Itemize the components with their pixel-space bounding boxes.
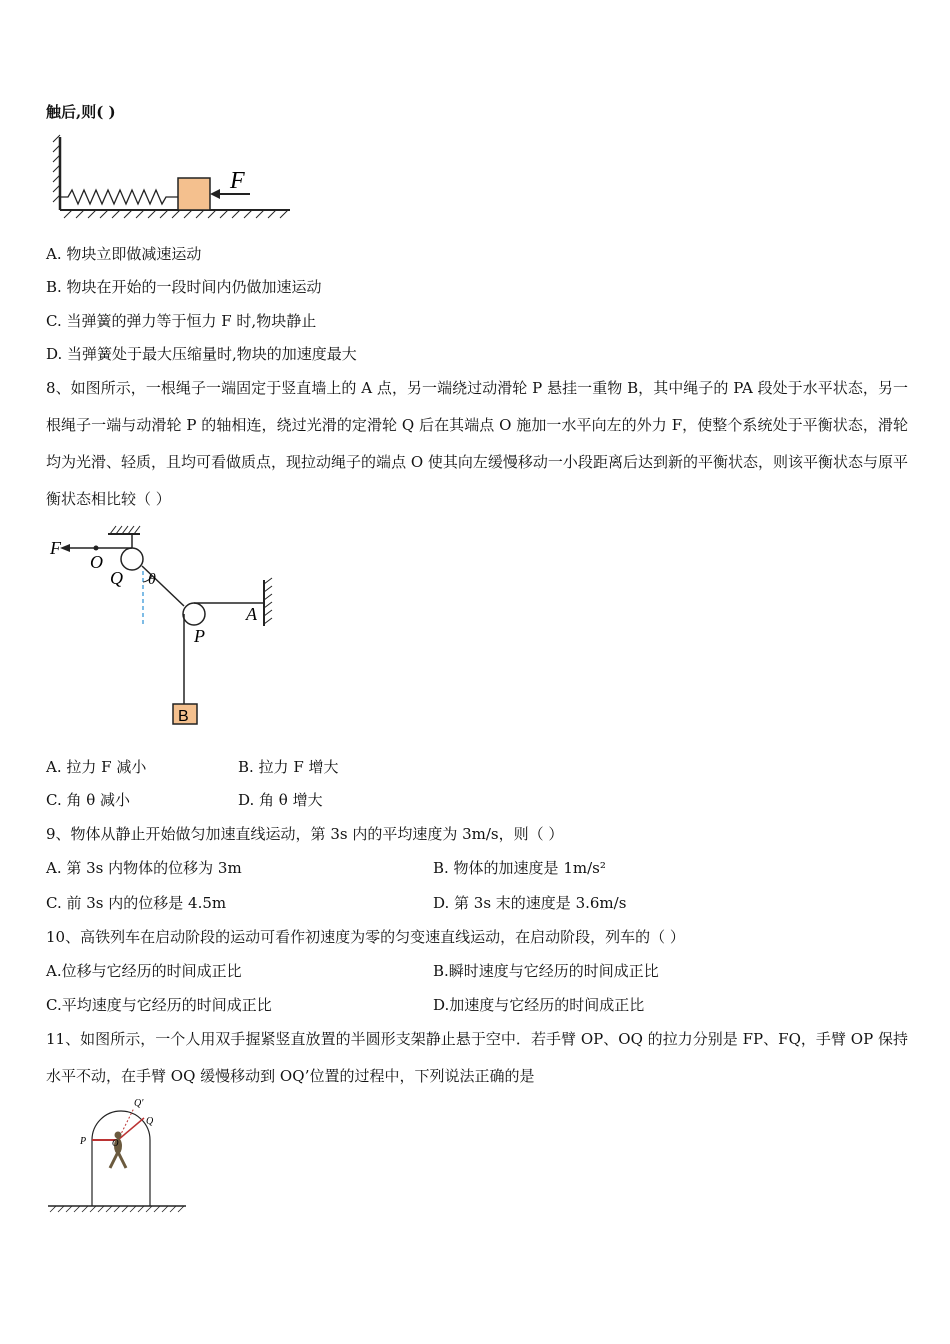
q7-stem-tail: 触后,则( ) <box>46 103 116 121</box>
pulley-q <box>121 548 143 570</box>
q9-option-d: D. 第 3s 末的速度是 3.6m/s <box>433 894 627 912</box>
svg-text:P: P <box>194 626 205 646</box>
q8-option-b: B. 拉力 F 增大 <box>238 758 339 776</box>
q8-option-c: C. 角 θ 减小 <box>46 791 131 809</box>
q8-stem: 8、如图所示，一根绳子一端固定于竖直墙上的 A 点，另一端绕过动滑轮 P 悬挂一重物 B，其中绳子的 PA 段处于水平状态，另一根绳子一端与动滑轮 P 的轴相连，绕过光滑的定滑轮 Q 后在其端点 O 施加一水平向左的外力 F，使整个系统处于平衡状态，滑轮均为光滑、轻质，且均可看做质点，现拉动绳子的端点 O 使其向左缓慢移动一小段距离后达到新的平衡状态，则该平衡状态与原平衡状态相比较（ ） <box>46 379 908 508</box>
q9-option-c: C. 前 3s 内的位移是 4.5m <box>46 894 227 912</box>
q7-option-c: C. 当弹簧的弹力等于恒力 F 时,物块静止 <box>46 312 317 330</box>
q10-option-b: B.瞬时速度与它经历的时间成正比 <box>433 962 659 980</box>
q10-option-d: D.加速度与它经历的时间成正比 <box>433 996 645 1014</box>
svg-text:A: A <box>246 604 257 624</box>
q9-option-b: B. 物体的加速度是 1m/s² <box>433 859 606 877</box>
q11-stem: 11、如图所示，一个人用双手握紧竖直放置的半圆形支架静止悬于空中．若手臂 OP、OQ 的拉力分别是 FP、FQ，手臂 OP 保持水平不动，在手臂 OQ 缓慢移动到 OQ’位置的过程中，下列说法正确的是 <box>46 1030 908 1085</box>
q7-option-d: D. 当弹簧处于最大压缩量时,物块的加速度最大 <box>46 345 357 363</box>
svg-text:P: P <box>80 1136 87 1147</box>
svg-text:Q: Q <box>146 1116 154 1127</box>
pulley-figure <box>46 522 286 732</box>
q9-option-a: A. 第 3s 内物体的位移为 3m <box>46 859 242 877</box>
q7-option-a: A. 物块立即做减速运动 <box>46 245 202 263</box>
svg-text:Q: Q <box>110 568 123 588</box>
q10-stem: 10、高铁列车在启动阶段的运动可看作初速度为零的匀变速直线运动，在启动阶段，列车的（ ） <box>46 928 685 946</box>
q7-option-b: B. 物块在开始的一段时间内仍做加速运动 <box>46 278 322 296</box>
spring <box>60 190 178 204</box>
q10-option-a: A.位移与它经历的时间成正比 <box>46 962 242 980</box>
q8-option-a: A. 拉力 F 减小 <box>46 758 147 776</box>
svg-text:B: B <box>178 708 189 725</box>
q8-option-d: D. 角 θ 增大 <box>238 791 323 809</box>
q10-option-c: C.平均速度与它经历的时间成正比 <box>46 996 272 1014</box>
spring-block-figure <box>50 132 310 222</box>
block <box>178 178 210 210</box>
pulley-p <box>183 603 205 625</box>
point-o <box>94 546 99 551</box>
svg-text:F: F <box>50 538 61 558</box>
semicircle-support-figure <box>46 1096 196 1216</box>
svg-text:θ: θ <box>148 571 156 588</box>
force-label: F <box>230 168 245 194</box>
svg-text:O: O <box>112 1138 119 1148</box>
q9-stem: 9、物体从静止开始做匀加速直线运动，第 3s 内的平均速度为 3m/s，则（ ） <box>46 825 564 843</box>
svg-text:O: O <box>90 552 103 572</box>
svg-text:Q': Q' <box>134 1098 144 1109</box>
